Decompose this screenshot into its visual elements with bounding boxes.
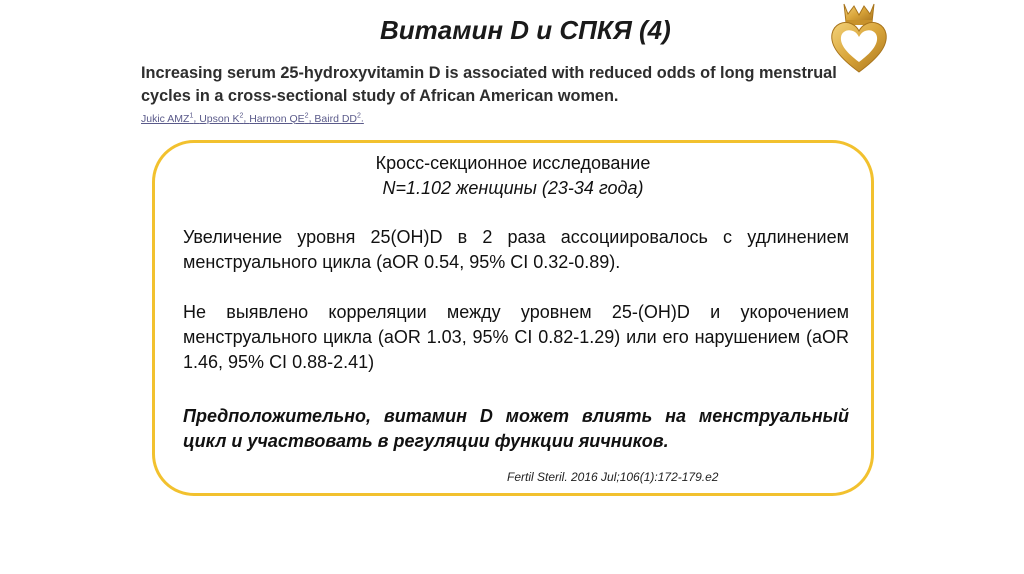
sample-size: N=1.102 женщины (23-34 года)	[382, 178, 644, 198]
paper-title: Increasing serum 25-hydroxyvitamin D is associated with reduced odds of long menstrual cycles in a cross-sectional study of African American women.	[141, 64, 837, 105]
slide-title: Витамин D и СПКЯ (4)	[380, 15, 671, 45]
author-list: Jukic AMZ$^1$, Upson $K^2$, Harmon $QE^2$, Baird $DD^2$.	[141, 112, 364, 125]
citation: Fertil Steril. 2016 Jul;106(1):172-179.e2	[507, 470, 719, 484]
summary-card	[152, 140, 874, 496]
study-header	[155, 151, 871, 201]
finding-increase: Увеличение уровня 25(OH)D в 2 раза ассоциировалось с удлинением менструального цикла (aOR 0.54, 95% CI 0.32-0.89).	[183, 227, 849, 272]
author-link[interactable]: Upson $K^2$	[199, 112, 244, 125]
finding-no-correlation: Не выявлено корреляции между уровнем 25-(OH)D и укорочением менструального цикла (aOR 1.03, 95% CI 0.82-1.29) или его нарушением (aOR 1.46, 95% CI 0.88-2.41)	[183, 302, 849, 372]
study-type: Кросс-секционное исследование	[375, 153, 651, 173]
author-link[interactable]: Jukic AMZ$^1$	[141, 112, 194, 125]
conclusion: Предположительно, витамин D может влиять на менструальный цикл и участвовать в регуляции функции яичников.	[183, 406, 849, 451]
author-link[interactable]: Baird $DD^2$	[314, 112, 361, 125]
author-link[interactable]: Harmon $QE^2$	[249, 112, 309, 125]
